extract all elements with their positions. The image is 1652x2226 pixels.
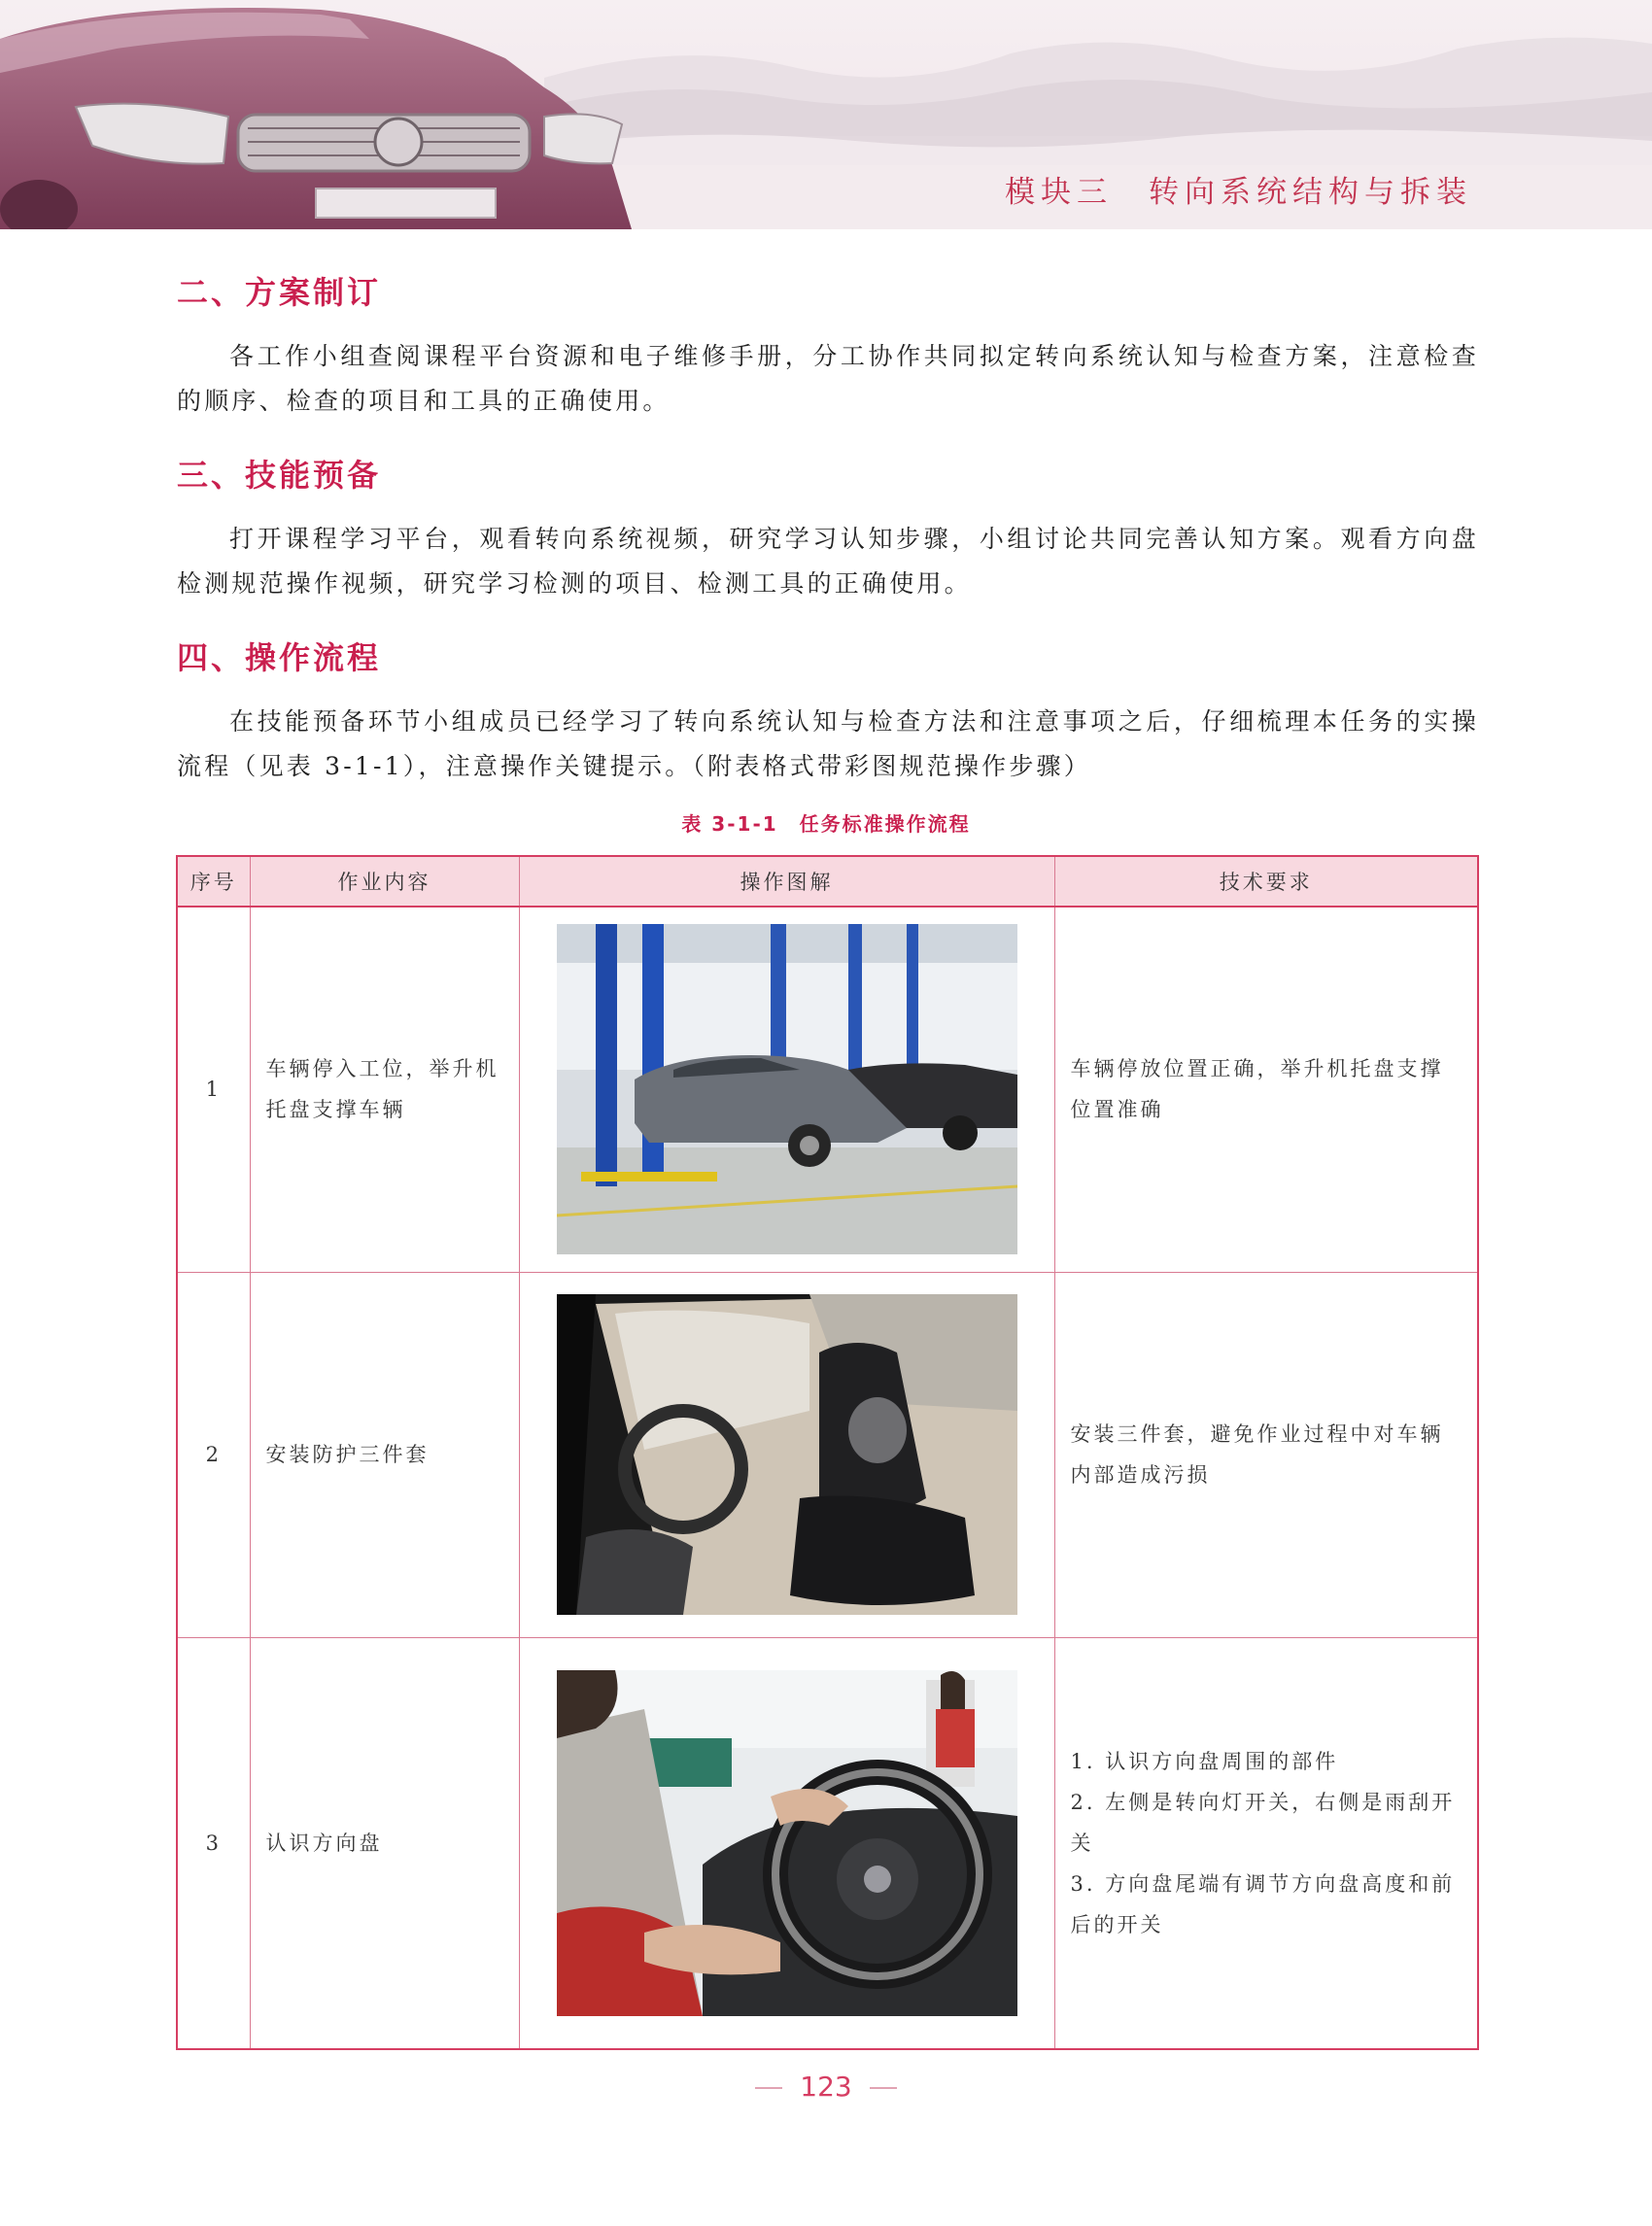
row-requirement xyxy=(1054,1637,1478,2049)
row-requirement: 车辆停放位置正确，举升机托盘支撑位置准确 xyxy=(1054,907,1478,1272)
row-illustration xyxy=(519,1272,1054,1637)
row-number: 1 xyxy=(177,907,250,1272)
row-number: 2 xyxy=(177,1272,250,1637)
operation-table xyxy=(176,855,1479,2050)
table-header-row xyxy=(177,856,1478,907)
requirement-line: 1. 认识方向盘周围的部件 xyxy=(1070,1749,1339,1773)
table-row xyxy=(177,1637,1478,2049)
section-paragraph-skill-prep: 打开课程学习平台，观看转向系统视频，研究学习认知步骤，小组讨论共同完善认知方案。观看方向盘检测规范操作视频，研究学习检测的项目、检测工具的正确使用。 xyxy=(177,525,1479,598)
page-number xyxy=(0,2071,1652,2103)
row-illustration xyxy=(519,1637,1054,2049)
car-front-illustration xyxy=(0,0,641,229)
table-caption: 表 3-1-1 任务标准操作流程 xyxy=(681,812,971,836)
section-paragraph-procedure: 在技能预备环节小组成员已经学习了转向系统认知与检查方法和注意事项之后，仔细梳理本任务的实操流程（见表 3-1-1），注意操作关键提示。（附表格式带彩图规范操作步骤） xyxy=(177,707,1479,780)
seat-cover-photo xyxy=(557,1289,1017,1620)
module-title: 模块三 转向系统结构与拆装 xyxy=(1005,175,1472,210)
row-task: 认识方向盘 xyxy=(250,1637,519,2049)
page-number-left-dash xyxy=(755,2087,782,2089)
header-banner xyxy=(0,0,1652,229)
row-task: 车辆停入工位，举升机托盘支撑车辆 xyxy=(250,907,519,1272)
section-heading-plan: 二、方案制订 xyxy=(177,274,382,311)
row-task: 安装防护三件套 xyxy=(250,1272,519,1637)
row-illustration xyxy=(519,907,1054,1272)
header-requirement: 技术要求 xyxy=(1054,856,1478,907)
table-row xyxy=(177,907,1478,1272)
requirement-line: 3. 方向盘尾端有调节方向盘高度和前后的开关 xyxy=(1070,1871,1456,1936)
section-heading-skill-prep: 三、技能预备 xyxy=(177,457,382,494)
header-number: 序号 xyxy=(177,856,250,907)
row-number: 3 xyxy=(177,1637,250,2049)
page-number-right-dash xyxy=(870,2087,897,2089)
steering-wheel-photo xyxy=(557,1670,1017,2016)
header-illustration: 操作图解 xyxy=(519,856,1054,907)
table-row xyxy=(177,1272,1478,1637)
page-number-value: 123 xyxy=(800,2071,852,2103)
header-task: 作业内容 xyxy=(250,856,519,907)
section-heading-procedure: 四、操作流程 xyxy=(177,639,382,676)
lift-workshop-photo xyxy=(557,924,1017,1254)
row-requirement: 安装三件套，避免作业过程中对车辆内部造成污损 xyxy=(1054,1272,1478,1637)
section-paragraph-plan: 各工作小组查阅课程平台资源和电子维修手册，分工协作共同拟定转向系统认知与检查方案，注意检查的顺序、检查的项目和工具的正确使用。 xyxy=(177,342,1479,415)
requirement-line: 2. 左侧是转向灯开关，右侧是雨刮开关 xyxy=(1070,1790,1456,1855)
